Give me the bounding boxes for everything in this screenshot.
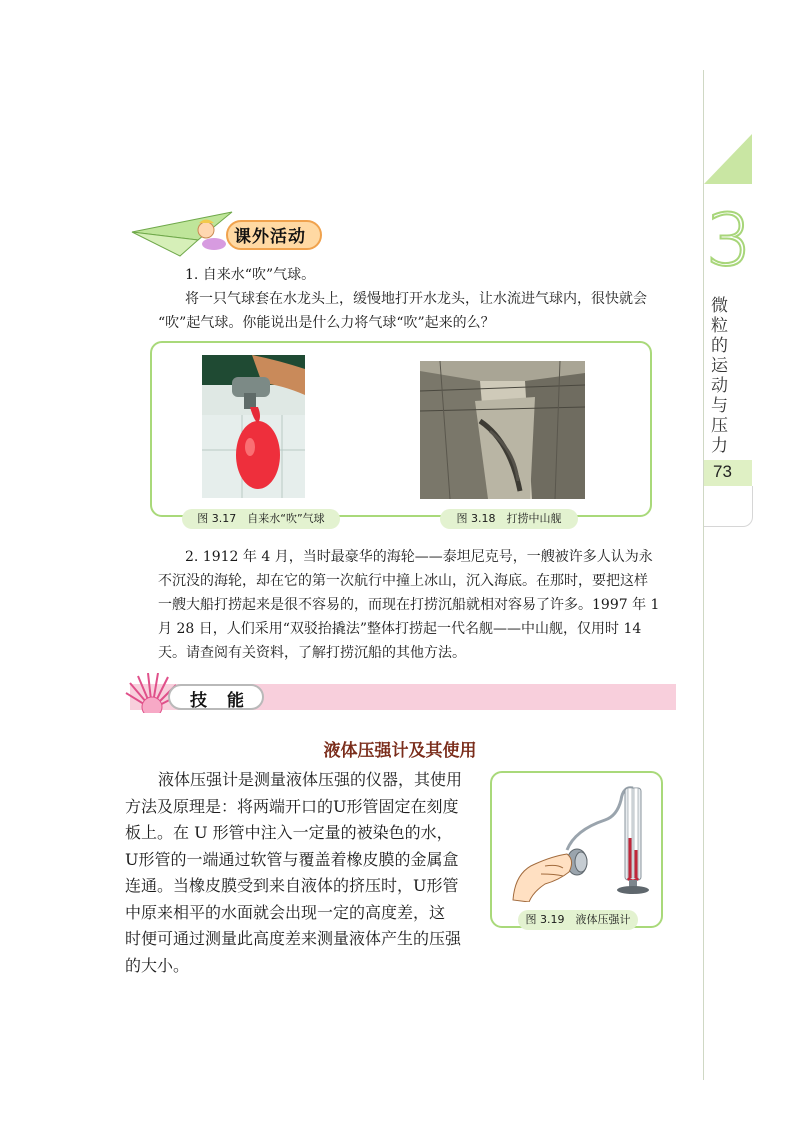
activity-item2-line4: 月 28 日，人们采用“双驳抬撬法”整体打捞起一代名舰——中山舰，仅用时 14 — [158, 621, 642, 637]
shipwreck-salvage-photo — [420, 361, 585, 499]
skills-body-line4: U形管的一端通过软管与覆盖着橡皮膜的金属盒 — [125, 849, 459, 869]
activity-item1-title: 1. 自来水“吹”气球。 — [185, 267, 316, 283]
skills-label: 技能 — [190, 691, 264, 711]
chapter-tab-triangle — [704, 134, 752, 184]
activity-item2-line1: 2. 1912 年 4 月，当时最豪华的海轮——泰坦尼克号，一艘被许多人认为永 — [185, 549, 653, 565]
skills-body-line8: 的大小。 — [125, 955, 190, 975]
paper-plane-kid-icon — [128, 210, 238, 260]
activity-item1-line1: 将一只气球套在水龙头上，缓慢地打开水龙头，让水流进气球内，很快就会 — [185, 291, 647, 307]
section-heading: 液体压强计及其使用 — [323, 741, 477, 761]
skills-body-line1: 液体压强计是测量液体压强的仪器，其使用 — [158, 770, 463, 789]
skills-body-line2: 方法及原理是：将两端开口的U形管固定在刻度 — [125, 796, 459, 816]
chapter-number: 3 — [706, 198, 752, 282]
activity-label: 课外活动 — [234, 227, 306, 247]
activity-item1-line2: “吹”起气球。你能说出是什么力将气球“吹”起来的么？ — [158, 315, 495, 331]
liquid-manometer-illustration — [505, 780, 655, 902]
skills-body-line5: 连通。当橡皮膜受到来自液体的挤压时，U形管 — [125, 876, 459, 895]
tab-footer-curve — [704, 486, 753, 527]
activity-item2-line5: 天。请查阅有关资料，了解打捞沉船的其他方法。 — [158, 645, 466, 661]
page-number: 73 — [713, 462, 732, 481]
activity-item2-line2: 不沉没的海轮，却在它的第一次航行中撞上冰山，沉入海底。在那时，要把这样 — [158, 573, 648, 589]
side-divider-line — [703, 70, 704, 1080]
skills-body-line3: 板上。在 U 形管中注入一定量的被染色的水， — [125, 823, 453, 842]
skills-body-line6: 中原来相平的水面就会出现一定的高度差，这 — [125, 902, 446, 922]
activity-item2-line3: 一艘大船打捞起来是很不容易的，而现在打捞沉船就相对容易了许多。1997 年 1 — [158, 597, 660, 613]
figure-caption-3-18: 图 3.18 打捞中山舰 — [440, 509, 578, 529]
chapter-title: 微粒的运动与压力 — [711, 296, 728, 456]
figure-caption-3-17: 图 3.17 自来水“吹”气球 — [182, 509, 340, 529]
balloon-on-faucet-photo — [202, 355, 305, 498]
skills-body-line7: 时便可通过测量此高度差来测量液体产生的压强 — [125, 929, 462, 948]
figure-caption-3-19: 图 3.19 液体压强计 — [518, 910, 638, 930]
